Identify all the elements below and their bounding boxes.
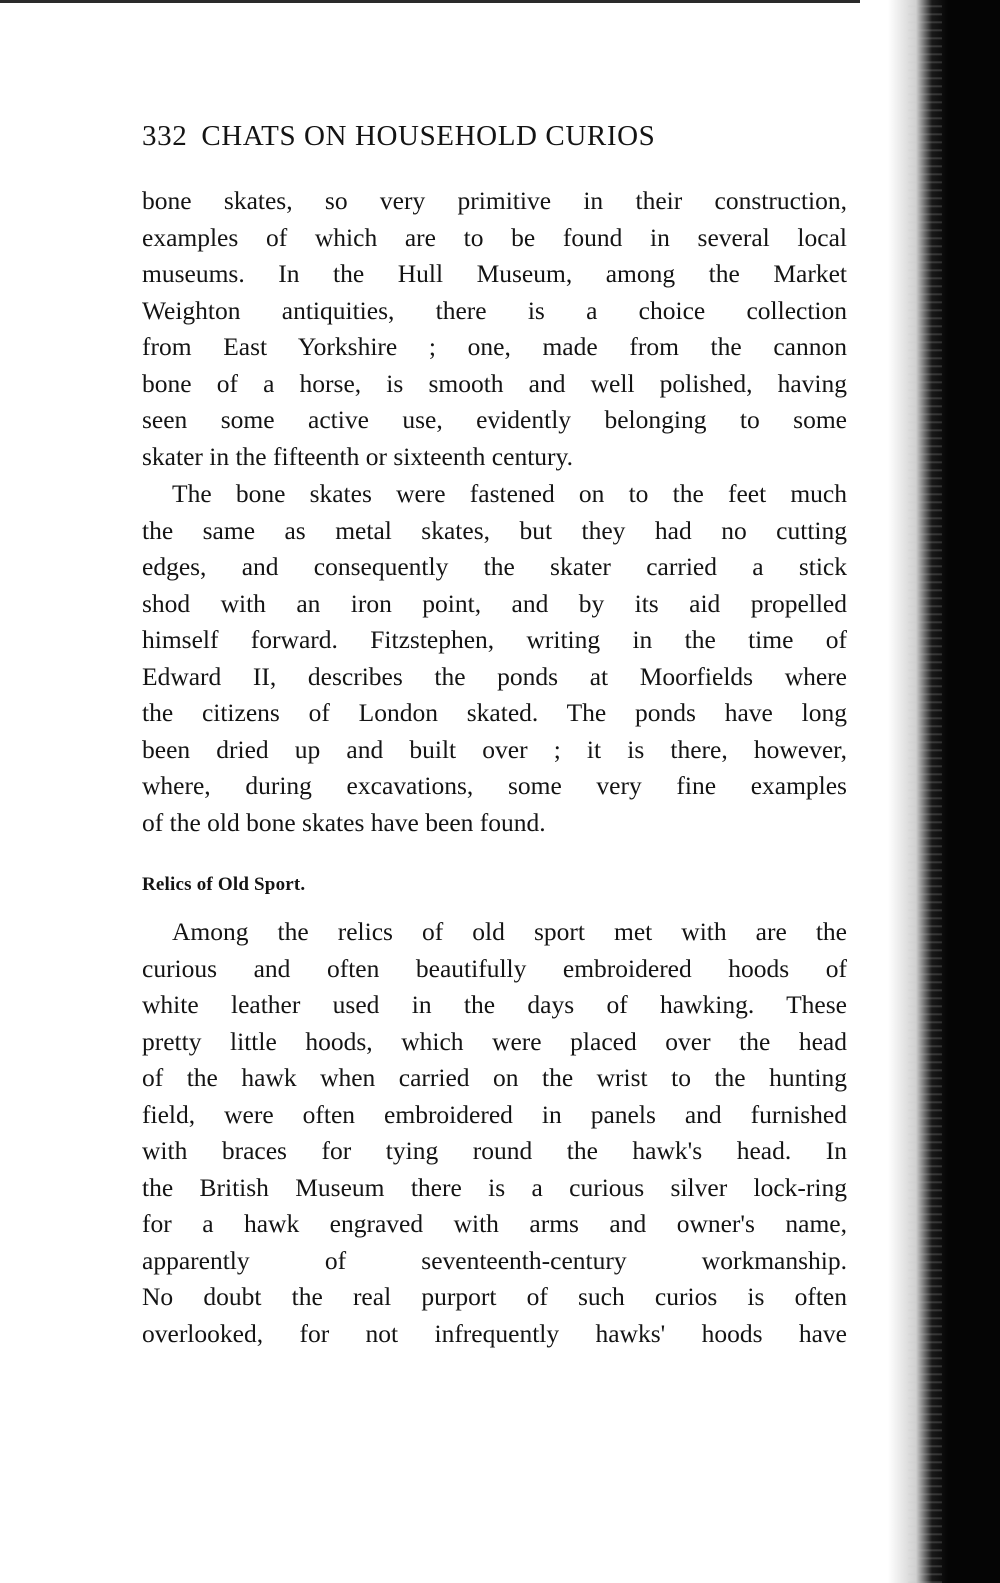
page-top-edge	[0, 0, 860, 3]
running-title: CHATS ON HOUSEHOLD CURIOS	[201, 120, 656, 152]
text-line: Among the relics of old sport met with are the	[172, 917, 847, 946]
text-line: The bone skates were fastened on to the feet much	[172, 479, 847, 508]
text-line: for a hawk engraved with arms and owner's name,	[142, 1209, 847, 1238]
text-line: where, during excavations, some very fine examples	[142, 771, 847, 800]
paragraph-bone-skates-intro	[142, 183, 847, 475]
text-line: of the hawk when carried on the wrist to the hunting	[142, 1063, 847, 1092]
text-line: overlooked, for not infrequently hawks' hoods have	[142, 1318, 847, 1348]
text-line: seen some active use, evidently belonging to some	[142, 405, 847, 434]
book-spine-texture	[908, 0, 942, 1583]
text-line: been dried up and built over ; it is there, however,	[142, 734, 847, 764]
text-line: of the old bone skates have been found.	[142, 807, 546, 837]
text-line: skater in the fifteenth or sixteenth century.	[142, 441, 573, 471]
text-line: himself forward. Fitzstephen, writing in the time of	[142, 625, 847, 654]
text-line: the British Museum there is a curious silver lock-ring	[142, 1172, 847, 1202]
text-line: No doubt the real purport of such curios is often	[142, 1282, 847, 1311]
page-number: 332	[142, 120, 188, 152]
text-line: the same as metal skates, but they had no cutting	[142, 515, 847, 545]
text-line: white leather used in the days of hawking. These	[142, 990, 847, 1019]
text-line: curious and often beautifully embroidered hoods of	[142, 953, 847, 983]
paragraph-bone-skates-use	[142, 476, 847, 841]
text-line: Weighton antiquities, there is a choice collection	[142, 295, 847, 325]
text-line: field, were often embroidered in panels and furnished	[142, 1099, 847, 1129]
text-line: pretty little hoods, which were placed over the head	[142, 1026, 847, 1056]
text-line: apparently of seventeenth-century workmanship.	[142, 1245, 847, 1275]
running-head	[142, 120, 655, 153]
text-line: with braces for tying round the hawk's head. In	[142, 1136, 847, 1165]
book-spine-shadow	[888, 0, 1000, 1583]
text-line: from East Yorkshire ; one, made from the cannon	[142, 332, 847, 361]
text-line: bone of a horse, is smooth and well polished, having	[142, 368, 847, 398]
text-line: bone skates, so very primitive in their construction,	[142, 186, 847, 215]
text-line: edges, and consequently the skater carried a stick	[142, 552, 847, 581]
text-line: Edward II, describes the ponds at Moorfields where	[142, 661, 847, 691]
text-line: examples of which are to be found in several local	[142, 222, 847, 252]
text-line: museums. In the Hull Museum, among the Market	[142, 259, 847, 288]
paragraph-hawking-hoods	[142, 914, 847, 1352]
section-heading: Relics of Old Sport.	[142, 874, 306, 895]
text-line: shod with an iron point, and by its aid propelled	[142, 588, 847, 618]
text-line: the citizens of London skated. The ponds have long	[142, 698, 847, 727]
